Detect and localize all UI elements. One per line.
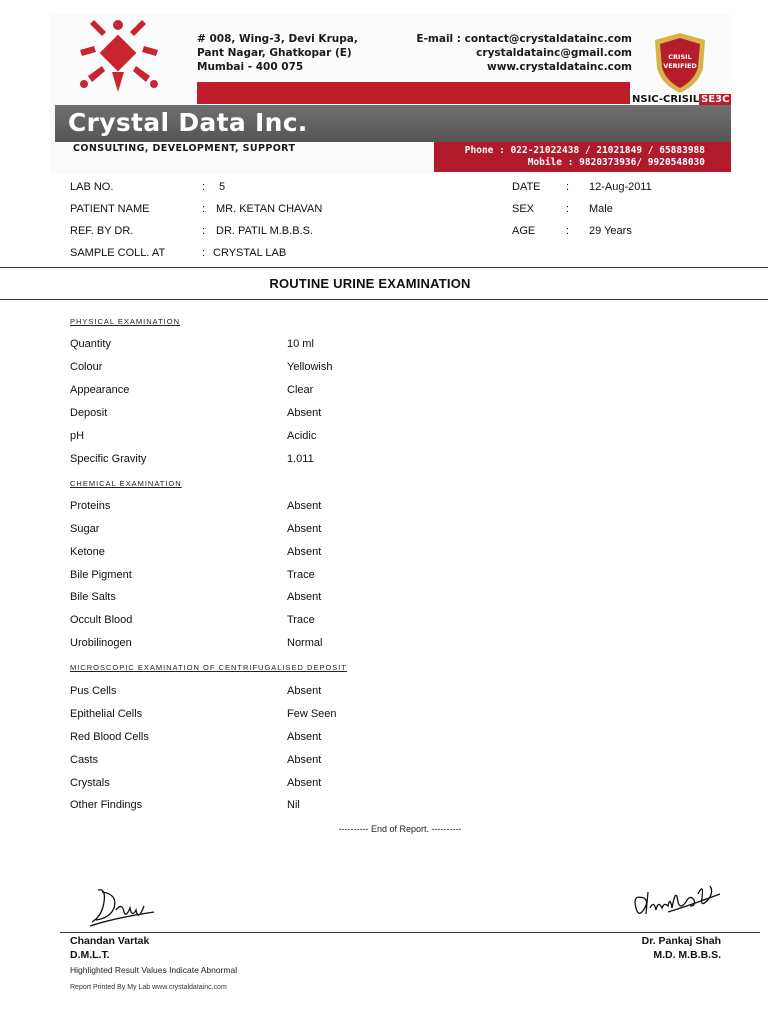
sex-value: Male (589, 203, 613, 215)
company-address (197, 32, 358, 74)
result-value: Absent (287, 523, 322, 535)
result-label: Quantity (70, 338, 111, 350)
result-label: Crystals (70, 777, 110, 789)
company-name: Crystal Data Inc. (68, 108, 308, 137)
lab-no-value: 5 (219, 181, 226, 193)
sample-coll-value: CRYSTAL LAB (213, 247, 287, 259)
colon: : (202, 247, 206, 259)
result-label: Pus Cells (70, 685, 117, 697)
date-value: 12-Aug-2011 (589, 181, 652, 193)
nsic-label: NSIC-CRISIL (632, 94, 700, 105)
result-value: Absent (287, 754, 322, 766)
abnormal-note: Highlighted Result Values Indicate Abnormal (70, 965, 238, 975)
colon: : (202, 225, 206, 237)
age-label: AGE (512, 225, 536, 237)
contact-website: www.crystaldatainc.com (487, 61, 632, 73)
result-value: Absent (287, 546, 322, 558)
patient-name-value: MR. KETAN CHAVAN (216, 203, 323, 215)
doctor-signature (628, 872, 728, 922)
mobile-numbers: Mobile : 9820373936/ 9920548030 (527, 157, 705, 168)
address-line: # 008, Wing-3, Devi Krupa, (197, 33, 358, 45)
contact-email: E-mail : contact@crystaldatainc.com (416, 33, 632, 45)
result-label: Colour (70, 361, 103, 373)
technician-signature (84, 882, 164, 932)
result-label: Other Findings (70, 799, 143, 811)
result-label: Bile Salts (70, 591, 116, 603)
header-accent-bar (197, 82, 630, 104)
result-value: Absent (287, 407, 322, 419)
result-value: Absent (287, 731, 322, 743)
address-line: Pant Nagar, Ghatkopar (E) (197, 47, 352, 59)
contact-email-alt: crystaldatainc@gmail.com (476, 47, 632, 59)
report-title: ROUTINE URINE EXAMINATION (269, 276, 471, 291)
result-value: Absent (287, 591, 322, 603)
colon: : (566, 181, 570, 193)
company-contacts (416, 32, 632, 74)
colon: : (202, 203, 206, 215)
result-value: Absent (287, 500, 322, 512)
patient-name-label: PATIENT NAME (70, 203, 150, 215)
result-value: Clear (287, 384, 314, 396)
doctor-name: Dr. Pankaj Shah (641, 935, 721, 947)
crisil-verified-badge-icon (653, 32, 707, 94)
nsic-grade: SE3C (701, 94, 730, 105)
company-logo-icon (72, 16, 166, 98)
result-label: Appearance (70, 384, 130, 396)
result-label: Epithelial Cells (70, 708, 143, 720)
result-label: Urobilinogen (70, 637, 132, 649)
result-value: Nil (287, 799, 300, 811)
ref-by-value: DR. PATIL M.B.B.S. (216, 225, 313, 237)
result-value: 10 ml (287, 338, 314, 350)
ref-by-label: REF. BY DR. (70, 225, 134, 237)
sample-coll-label: SAMPLE COLL. AT (70, 247, 166, 259)
doctor-block (642, 934, 721, 962)
lab-no-label: LAB NO. (70, 181, 114, 193)
signature-line (60, 932, 760, 933)
result-label: Sugar (70, 523, 100, 535)
result-value: Normal (287, 637, 323, 649)
printed-by: Report Printed By My Lab www.crystaldatainc.com (70, 984, 227, 991)
result-label: Red Blood Cells (70, 731, 149, 743)
result-label: Proteins (70, 500, 111, 512)
date-label: DATE (512, 181, 541, 193)
physical-heading: PHYSICAL EXAMINATION (70, 317, 181, 326)
company-tagline: CONSULTING, DEVELOPMENT, SUPPORT (73, 143, 296, 154)
result-label: Ketone (70, 546, 105, 558)
phone-box (434, 142, 731, 172)
result-label: Specific Gravity (70, 453, 147, 465)
result-label: Occult Blood (70, 614, 133, 626)
result-value: Trace (287, 569, 315, 581)
badge-line: CRISIL (668, 53, 692, 61)
age-value: 29 Years (589, 225, 632, 237)
colon: : (566, 225, 570, 237)
result-label: Bile Pigment (70, 569, 132, 581)
result-value: Few Seen (287, 708, 337, 720)
phone-numbers: Phone : 022-21022438 / 21021849 / 65883988 (464, 145, 705, 156)
divider (0, 267, 768, 268)
result-value: Absent (287, 777, 322, 789)
result-value: 1.011 (287, 453, 314, 465)
divider (0, 299, 768, 300)
result-label: Deposit (70, 407, 108, 419)
technician-title: D.M.L.T. (70, 949, 110, 961)
end-of-report: ---------- End of Report. ---------- (338, 824, 462, 834)
colon: : (566, 203, 570, 215)
result-value: Acidic (287, 430, 317, 442)
doctor-title: M.D. M.B.B.S. (653, 949, 721, 961)
result-label: pH (70, 430, 85, 442)
letterhead (50, 14, 732, 174)
sex-label: SEX (512, 203, 535, 215)
result-label: Casts (70, 754, 99, 766)
result-value: Absent (287, 685, 322, 697)
address-line: Mumbai - 400 075 (197, 61, 304, 73)
colon: : (202, 181, 206, 193)
result-value: Trace (287, 614, 315, 626)
technician-block (70, 934, 149, 962)
technician-name: Chandan Vartak (70, 935, 150, 947)
badge-line: VERIFIED (663, 62, 697, 70)
microscopic-heading: MICROSCOPIC EXAMINATION OF CENTRIFUGALISED DEPOSIT (70, 663, 347, 672)
chemical-heading: CHEMICAL EXAMINATION (70, 479, 182, 488)
result-value: Yellowish (287, 361, 333, 373)
